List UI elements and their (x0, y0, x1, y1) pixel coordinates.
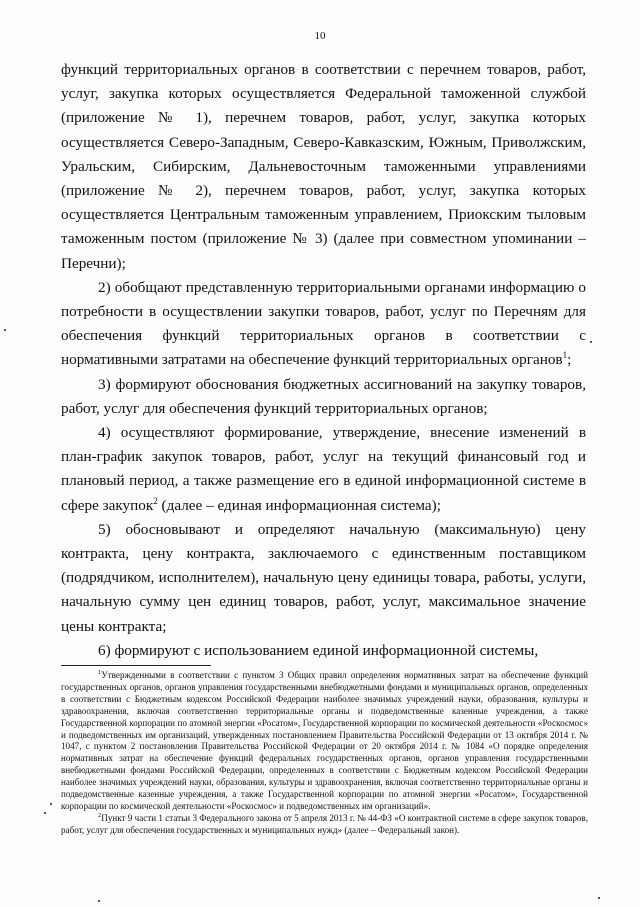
paragraph-tail: (далее – единая информационная система); (157, 496, 441, 514)
paragraph-text: 3) формируют обоснования бюджетных ассигнований на закупку товаров, работ, услуг для обеспечения функций территориальных органов; (61, 375, 586, 417)
paragraph-text: 2) обобщают представленную территориальными органами информацию о потребности в осуществлении закупки товаров, работ, услуг по Перечням для обеспечения функций территориальных органов в соответствии с нормативными затратами на обеспечение функций территориальных органов (61, 278, 586, 369)
scan-speck (4, 329, 6, 331)
footnote-ref-1[interactable]: 1 (562, 350, 568, 361)
footnote-separator (61, 665, 211, 666)
footnote-mark: 1 (98, 668, 102, 676)
paragraph-2 (61, 276, 586, 373)
paragraph-1-continuation (61, 58, 586, 276)
footnotes (61, 670, 588, 837)
scan-speck (590, 341, 592, 343)
page-number: 10 (314, 30, 326, 42)
footnote-ref-2[interactable]: 2 (153, 495, 158, 506)
paragraph-text: 5) обосновывают и определяют начальную (максимальную) цену контракта, цену контракта, заключаемого с единственным поставщиком (подрядчиком, исполнителем), начальную цену единицы товара, работы, услуги, начальную сумму цен единиц товаров, работ, услуг, максимальное значение цены контракта; (61, 520, 586, 635)
paragraph-6 (61, 639, 586, 663)
paragraph-5 (61, 518, 586, 639)
body-text (61, 58, 586, 663)
scan-speck (50, 803, 52, 805)
footnote-1 (61, 670, 588, 813)
footnote-mark: 2 (98, 811, 102, 819)
scan-speck (98, 900, 100, 902)
paragraph-text: функций территориальных органов в соответствии с перечнем товаров, работ, услуг, закупка которых осуществляется Федеральной таможенной службой (приложение № 1), перечнем товаров, работ, услуг, закупка которых осуществляется Северо-Западным, Северо-Кавказским, Южным, Приволжским, Уральским, Сибирским, Дальневосточным таможенными управлениями (приложение № 2), перечнем товаров, работ, услуг, закупка которых осуществляется Центральным таможенным управлением, Приокским тыловым таможенным постом (приложение № 3) (далее при совместном упоминании – Перечни); (61, 61, 586, 272)
scan-speck (44, 812, 46, 814)
footnote-text: Утвержденными в соответствии с пунктом 3 Общих правил определения нормативных затрат на обеспечение функций государственных органов, органов управления государственными внебюджетными фондами и муниципальных органов, определенных в соответствии с Бюджетным кодексом Российской Федерации наиболее значимых учреждений науки, образования, культуры и здравоохранения, включая соответственно территориальные органы и подведомственные казенные учреждения, а также Государственной корпорации по атомной энергии «Росатом», Государственной корпорации по космической деятельности «Роскосмос» и подведомственных им организаций, утвержденных постановлением Правительства Российской Федерации от 13 октября 2014 г. № 1047, с пунктом 2 постановления Правительства Российской Федерации от 20 октября 2014 г. № 1084 «О порядке определения нормативных затрат на обеспечение функций федеральных государственных органов, органов управления государственными внебюджетными фондами Российской Федерации, определенных в соответствии с Бюджетным кодексом Российской Федерации наиболее значимых учреждений науки, образования, культуры и здравоохранения, включая соответственно территориальные органы и подведомственные казенные учреждения, а также Государственной корпорации по атомной энергии «Росатом», Государственной корпорации по космической деятельности «Роскосмос» и подведомственных им организаций». (61, 670, 588, 811)
paragraph-4 (61, 421, 586, 518)
paragraph-text: 4) осуществляют формирование, утверждение, внесение изменений в план-график закупок товаров, работ, услуг на текущий финансовый год и плановый период, а также размещение его в единой информационной системе в сфере закупок (61, 424, 586, 514)
footnote-text: Пункт 9 части 1 статьи 3 Федерального закона от 5 апреля 2013 г. № 44-ФЗ «О контрактной системе в сфере закупок товаров, работ, услуг для обеспечения государственных и муниципальных нужд» (далее – Федеральный закон). (61, 812, 588, 835)
paragraph-3 (61, 373, 586, 421)
footnote-2 (61, 813, 588, 837)
paragraph-text: 6) формируют с использованием единой информационной системы, (98, 641, 539, 659)
paragraph-tail: ; (567, 351, 572, 369)
scan-speck (598, 897, 600, 899)
